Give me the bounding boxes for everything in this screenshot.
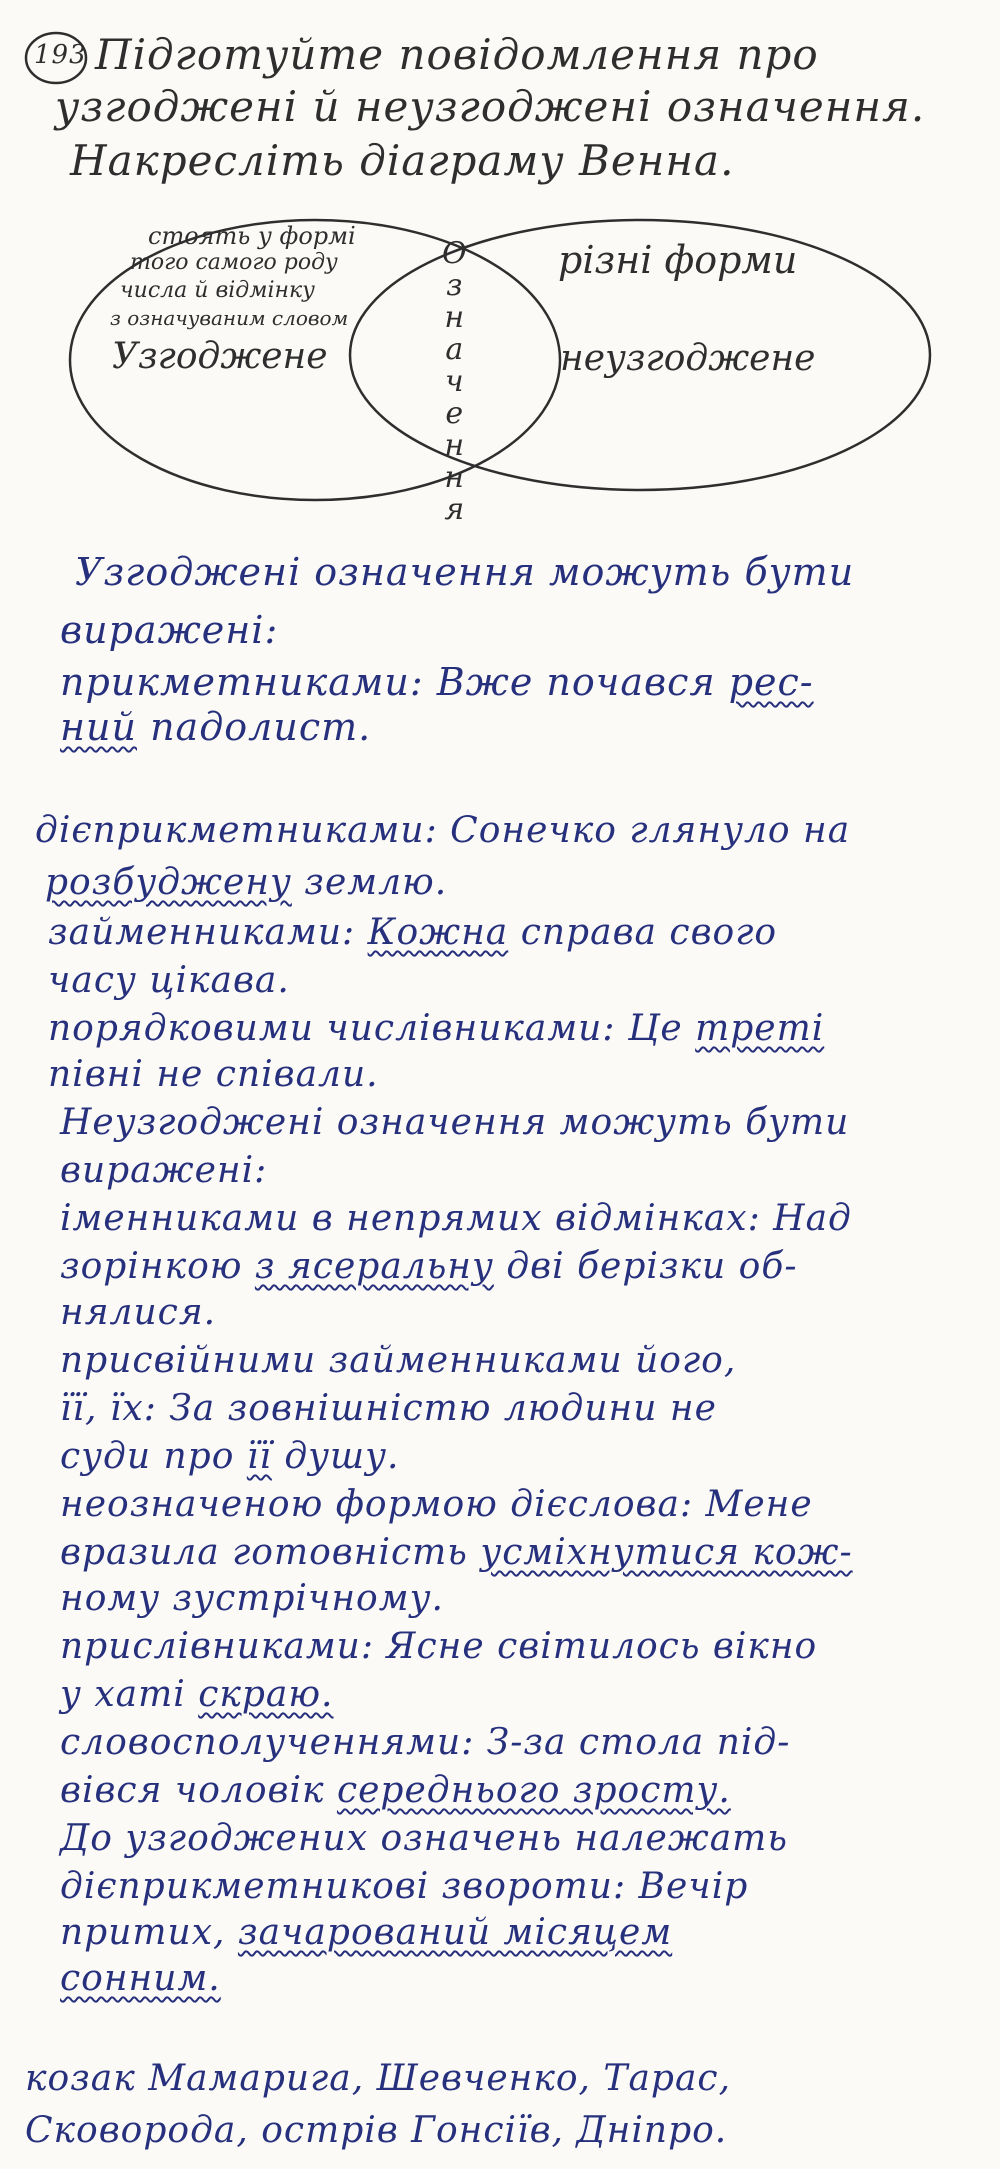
text-line-11: Неузгоджені означення можуть бути — [60, 1102, 850, 1143]
venn-left-line-2: того самого роду — [130, 250, 338, 275]
text-line-1: Узгоджені означення можуть бути — [75, 550, 855, 594]
text-line-3: прикметниками: Вже почався рес- — [60, 660, 814, 704]
text-line-26: До узгоджених означень належать — [60, 1818, 788, 1859]
text-line-8: часу цікава. — [48, 960, 290, 1001]
task-line-3: Накресліть діаграму Венна. — [70, 136, 735, 185]
text-line-12: виражені: — [60, 1150, 268, 1191]
text-line-2: виражені: — [60, 608, 279, 652]
venn-right-top: різні форми — [558, 238, 798, 282]
text-line-27: дієприкметникові звороти: Вечір — [60, 1866, 749, 1907]
text-line-18: суди про її душу. — [60, 1436, 400, 1477]
venn-right-term: неузгоджене — [560, 338, 816, 379]
text-line-13: іменниками в непрямих відмінках: Над — [60, 1198, 852, 1239]
venn-left-line-1: стоять у формі — [148, 222, 356, 250]
text-line-24: словосполученнями: З-за стола під- — [60, 1722, 791, 1763]
task-line-1: Підготуйте повідомлення про — [95, 30, 819, 79]
text-line-23: у хаті скраю. — [60, 1674, 334, 1715]
text-line-21: ному зустрічному. — [60, 1578, 444, 1619]
text-line-15: нялися. — [60, 1292, 217, 1333]
text-line-17: її, їх: За зовнішністю людини не — [60, 1388, 717, 1429]
venn-left-term: Узгоджене — [112, 336, 328, 377]
text-line-29: сонним. — [60, 1958, 221, 1999]
task-line-2: узгоджені й неузгоджені означення. — [55, 82, 926, 131]
venn-center-word: О з н а ч е н н я — [442, 236, 467, 527]
text-line-9: порядковими числівниками: Це треті — [48, 1008, 825, 1049]
text-line-10: півні не співали. — [48, 1054, 379, 1095]
text-line-22: прислівниками: Ясне світилось вікно — [60, 1626, 818, 1667]
exercise-number: 193 — [34, 40, 87, 70]
text-line-28: притих, зачарований місяцем — [60, 1912, 673, 1953]
text-line-19: неозначеною формою дієслова: Мене — [60, 1484, 813, 1525]
venn-left-line-3: числа й відмінку — [120, 278, 315, 303]
text-line-6: розбуджену землю. — [45, 862, 448, 903]
venn-left-line-4: з означуваним словом — [110, 306, 349, 330]
text-line-7: займенниками: Кожна справа свого — [48, 912, 778, 953]
text-line-25: вівся чоловік середнього зросту. — [60, 1770, 731, 1811]
text-line-16: присвійними займенниками його, — [60, 1340, 737, 1381]
text-line-4: ний падолист. — [60, 705, 372, 749]
text-line-31: Сковорода, острів Гонсіїв, Дніпро. — [25, 2110, 728, 2151]
text-line-20: вразила готовність усміхнутися кож- — [60, 1532, 853, 1573]
text-line-5: дієприкметниками: Сонечко глянуло на — [35, 810, 851, 851]
text-line-14: зорінкою з ясеральну дві берізки об- — [60, 1246, 798, 1287]
text-line-30: козак Мамарига, Шевченко, Тарас, — [25, 2058, 732, 2099]
